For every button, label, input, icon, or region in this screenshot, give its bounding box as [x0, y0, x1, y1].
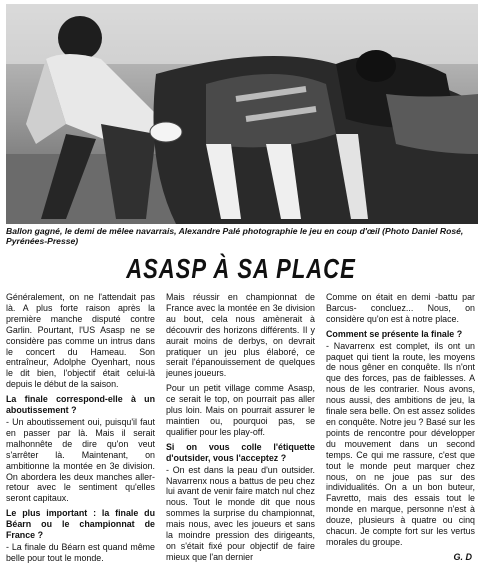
article-paragraph: Généralement, on ne l'attendait pas là. A plus forte raison après la première manche disputé contre Garlin. Pourtant, l'US Asasp ne se considère pas comme un intrus dans le concert du Hameau. Son entraîneur, Adolphe Oyenhart, nous le dit bien, l'objectif était celui-là depuis le début de la saison.	[6, 292, 155, 390]
article-headline: ASASP À SA PLACE	[126, 253, 356, 285]
interview-question: La finale correspond-elle à un aboutissement ?	[6, 394, 155, 416]
article-paragraph: - On est dans la peau d'un outsider. Navarrenx nous a battus de peu chez lui avant de venir faire match nul chez nous. Tout le monde dit que nous sommes la surprise du championnat, mais nous, avec les joueurs et sans la moindre pression des dirigeants, on s'était fixé pour objectif de faire mieux que l'an dernier	[166, 464, 315, 562]
article-paragraph: Mais réussir en championnat de France avec la montée en 3e division au bout, cela nous amènerait à découvrir des horizons différents. Il y aurait moins de derbys, on devrait pratiquer un jeu plus élaboré, ce serait l'épanouissement de quelques jeunes joueurs.	[166, 292, 315, 379]
rugby-scrum-photo	[6, 4, 478, 224]
author-signature: G. D	[453, 552, 472, 562]
article-paragraph: Pour un petit village comme Asasp, ce serait le top, on pourrait pas aller plus loin. Mais on pourrait assurer le maintien ou, pourquoi pas, se qualifier pour les play-off.	[166, 383, 315, 437]
interview-question: Comment se présente la finale ?	[326, 328, 463, 339]
article-paragraph: Comme on était en demi -battu par Barcus- concluez... Nous, on considère qu'on est à notre place.	[326, 292, 475, 324]
interview-question: Si on vous colle l'étiquette d'outsider, vous l'acceptez ?	[166, 441, 315, 463]
article-column-1	[6, 292, 155, 564]
interview-question: Le plus important : la finale du Béarn ou le championnat de France ?	[6, 508, 155, 541]
article-paragraph: - Navarrenx est complet, ils ont un paquet qui tient la route, les moyens de nous gêner en conquête. Ils n'ont que des forces, pas de faiblesses. A nous de les contrarier. Nous avons, nous aussi, des ambitions de jeu, la finale sera belle. On est assez solides en conquête. Notre jeu ? Basé sur les points de rencontre pour développer du mouvement dans un second temps. Ce qui me rassure, c'est que tout le monde peut marquer chez nous, on ne joue pas sur des individualités. On a un bon buteur, Favretto, mais des essais tout le monde en marque, personne n'est à douze, plusieurs à quatre ou cinq chacun. Je compte fort sur les vertus morales du groupe.	[326, 340, 475, 547]
article-paragraph: - La finale du Béarn est quand même belle pour tout le monde.	[6, 541, 155, 563]
photo-caption: Ballon gagné, le demi de mêlee navarrais, Alexandre Palé photographie le jeu en coup d'œil (Photo Daniel Rosé, Pyrénées-Presse)	[6, 226, 464, 247]
scrum-photo-image	[6, 4, 478, 224]
article-column-2	[166, 292, 315, 564]
article-body	[6, 292, 478, 564]
article-column-3	[326, 292, 475, 550]
article-paragraph: - Un aboutissement oui, puisqu'il faut en passer par là. Mais il serait malhonnête de dire qu'on veut s'arrêter là. Maintenant, on ambitionne la montée en 3e division. On abordera les deux manches aller-retour avec le sentiment qu'elles seront capitaux.	[6, 416, 155, 504]
